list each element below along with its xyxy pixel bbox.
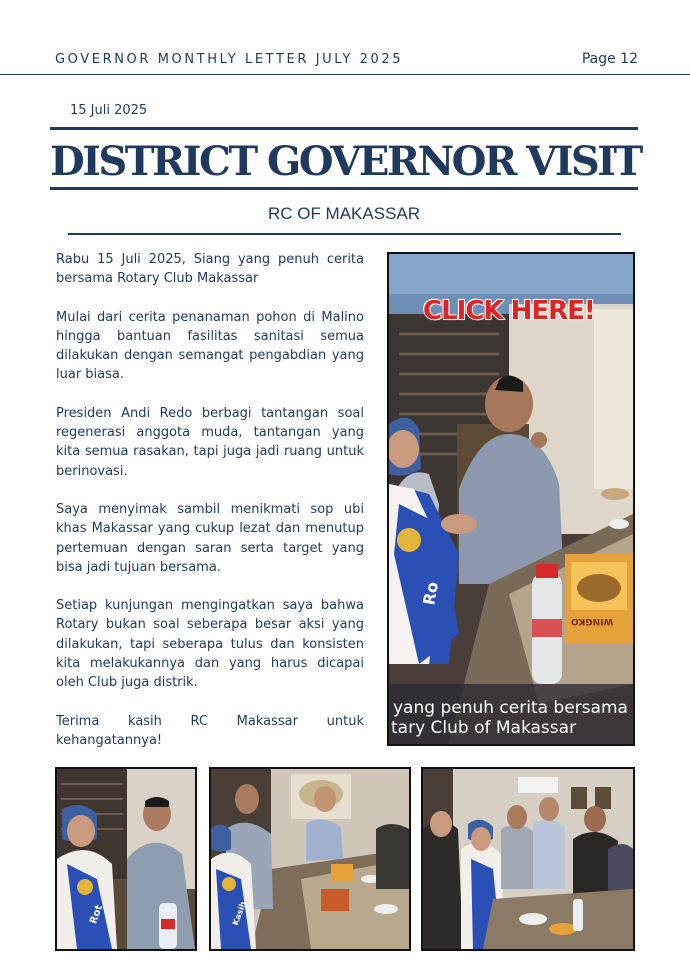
page-header [0, 0, 690, 75]
paragraph: Rabu 15 Juli 2025, Siang yang penuh cerita bersama Rotary Club Makassar [56, 252, 364, 287]
paragraph: Saya menyimak sambil menikmati sop ubi khas Makassar yang cukup lezat dan menutup pertemuan dengan saran serta target yang bisa jadi tujuan bersama. [56, 501, 364, 575]
video-caption [389, 698, 633, 738]
page-number: Page 12 [581, 51, 638, 67]
paragraph: Mulai dari cerita penanaman pohon di Malino hingga bantuan fasilitas sanitasi semua dilakukan dengan semangat pengabdian yang luar biasa. [56, 309, 364, 383]
video-frame-illustration [389, 254, 633, 744]
caption-line-1: yang penuh cerita bersama [393, 698, 628, 718]
sash-label: Ro [419, 580, 443, 607]
caption-line-2: tary Club of Makassar [391, 718, 577, 738]
sash-label: Rot [88, 903, 106, 926]
event-photo-2 [209, 767, 411, 951]
photo-illustration [57, 769, 195, 949]
newsletter-title: GOVERNOR MONTHLY LETTER JULY 2025 [55, 52, 404, 67]
title-rule-top [50, 127, 638, 130]
event-photo-3 [421, 767, 635, 951]
subtitle-rule [68, 233, 621, 235]
article-date: 15 Juli 2025 [70, 103, 148, 118]
click-here-label[interactable]: CLICK HERE! [423, 296, 595, 326]
paragraph: Setiap kunjungan mengingatkan saya bahwa Rotary bukan soal seberapa besar aksi yang dilakukan, tapi seberapa tulus dan konsisten kita melakukannya dan yang harus dicapai oleh Club juga distrik. [56, 598, 364, 691]
article-body [56, 250, 364, 769]
box-label: WINGKO [571, 616, 614, 626]
video-thumbnail[interactable] [387, 252, 635, 746]
title-rule-bottom [50, 187, 638, 190]
article-subtitle: RC OF MAKASSAR [267, 204, 421, 223]
photo-illustration [423, 769, 633, 949]
article-title: DISTRICT GOVERNOR VISIT [50, 138, 641, 185]
event-photo-1 [55, 767, 197, 951]
paragraph: Presiden Andi Redo berbagi tantangan soal regenerasi anggota muda, tantangan yang kita semua rasakan, tapi juga jadi ruang untuk berinovasi. [56, 405, 364, 479]
paragraph: Terima kasih RC Makassar untuk kehangatannya! [56, 713, 364, 748]
sash-label: Kasih [230, 900, 248, 927]
